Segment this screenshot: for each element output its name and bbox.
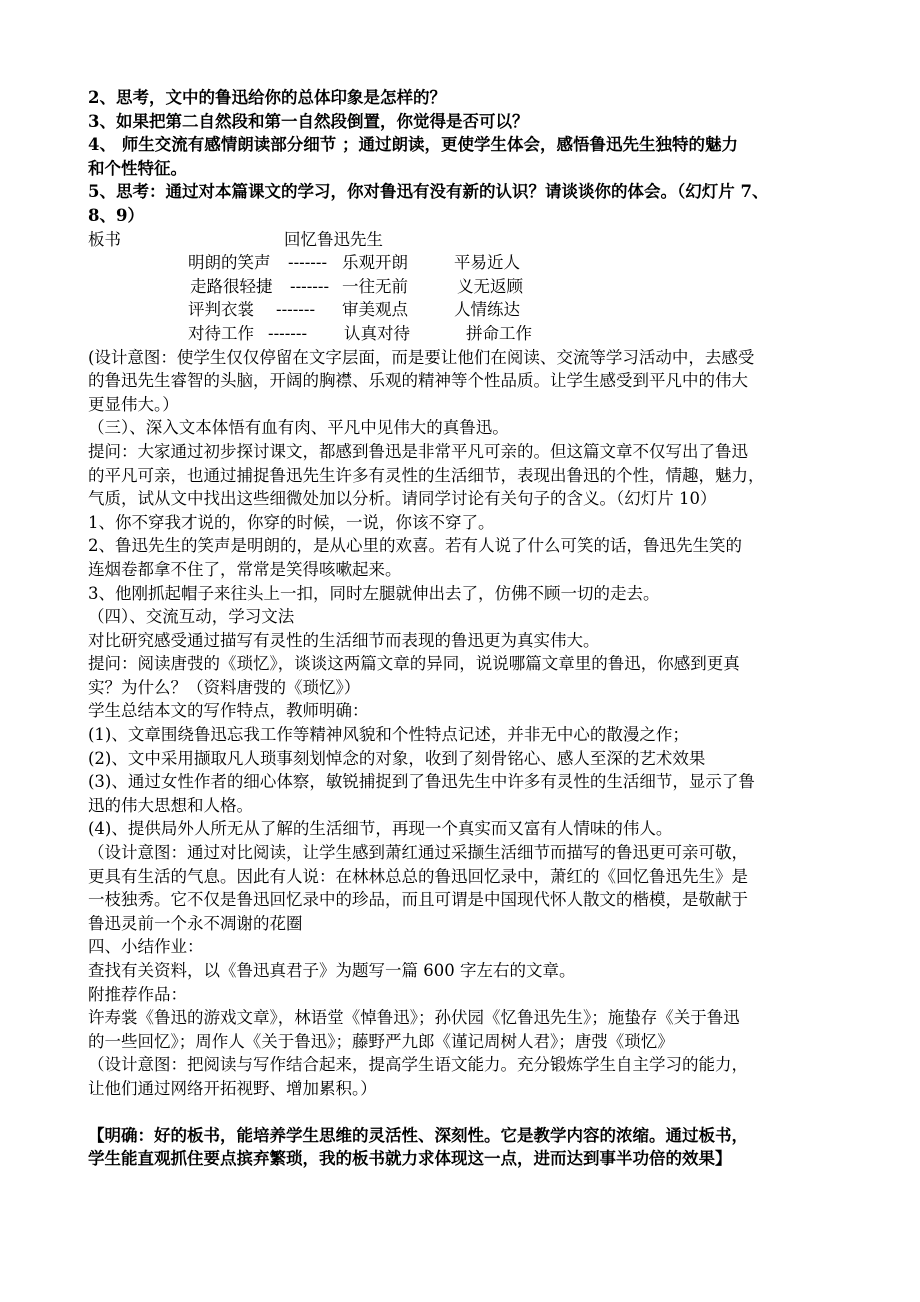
section-4-heading: （四）、交流互动，学习文法 — [88, 607, 295, 627]
section-3-heading: （三）、深入文本体悟有血有肉、平凡中见伟大的真鲁迅。 — [88, 418, 509, 438]
design-intent-1-line: (设计意图：使学生仅仅停留在文字层面，而是要让他们在阅读、交流等学习活动中，去感受 — [88, 347, 755, 367]
section-4-question-line: 实？为什么？（资料唐弢的《琐忆》） — [88, 677, 361, 697]
quote-item: 1、你不穿我才说的，你穿的时候，一说，你该不穿了。 — [88, 512, 495, 532]
blackboard-outline — [88, 228, 836, 346]
quote-item: 连烟卷都拿不住了，常常是笑得咳嗽起来。 — [88, 559, 402, 579]
homework-task: 查找有关资料，以《鲁迅真君子》为题写一篇 600 字左右的文章。 — [88, 961, 576, 980]
question-5-line-1: 5、思考：通过对本篇课文的学习，你对鲁迅有没有新的认识？请谈谈你的体会。（幻灯片 7、 — [88, 182, 769, 202]
question-3: 3、如果把第二自然段和第一自然段倒置，你觉得是否可以？ — [88, 111, 529, 131]
design-intent-3-line: 让他们通过网络开拓视野、增加累积。） — [88, 1078, 377, 1098]
section-4-summary: 学生总结本文的写作特点，教师明确： — [88, 701, 369, 721]
board-trait: 认真对待 — [344, 323, 410, 343]
recommended-works-line: 的一些回忆》；周作人《关于鲁迅》；藤野严九郎《谨记周树人君》；唐弢《琐忆》 — [88, 1031, 674, 1051]
board-dash: ------- — [276, 300, 316, 320]
design-intent-1-line: 更显伟大。） — [88, 394, 179, 414]
closing-note-line: 【明确：好的板书，能培养学生思维的灵活性、深刻性。它是教学内容的浓缩。通过板书， — [88, 1125, 748, 1145]
board-label: 板书 — [88, 229, 121, 249]
writing-point: (1)、文章围绕鲁迅忘我工作等精神风貌和个性特点记述，并非无中心的散漫之作； — [88, 725, 689, 745]
question-5-line-2: 8、9） — [88, 205, 144, 225]
quote-item: 3、他刚抓起帽子来往头上一扣，同时左腿就伸出去了，仿佛不顾一切的走去。 — [88, 583, 660, 603]
writing-point: (2)、文中采用撷取凡人琐事刻划悼念的对象，收到了刻骨铭心、感人至深的艺术效果 — [88, 748, 706, 768]
part-4-heading: 四、小结作业： — [88, 937, 204, 957]
design-intent-2-line: （设计意图：通过对比阅读，让学生感到萧红通过采撷生活细节而描写的鲁迅更可亲可敬， — [88, 843, 748, 863]
board-word: 拼命工作 — [466, 323, 532, 343]
board-dash: ------- — [268, 323, 308, 343]
board-trait: 一往无前 — [342, 276, 408, 296]
document-page — [88, 86, 836, 1171]
writing-point: 迅的伟大思想和人格。 — [88, 795, 253, 815]
board-detail: 走路很轻捷 — [190, 276, 273, 296]
design-intent-2-line: 鲁迅灵前一个永不凋谢的花圈 — [88, 913, 303, 933]
board-detail: 对待工作 — [188, 323, 254, 343]
section-3-question-line: 气质，试从文中找出这些细微处加以分析。请同学讨论有关句子的含义。（幻灯片 10） — [88, 489, 717, 509]
board-word: 人情练达 — [454, 300, 520, 320]
question-2: 2、思考，文中的鲁迅给你的总体印象是怎样的？ — [88, 88, 446, 107]
section-4-question-line: 提问：阅读唐弢的《琐忆》，谈谈这两篇文章的异同，说说哪篇文章里的鲁迅，你感到更真 — [88, 654, 740, 674]
board-detail: 评判衣裳 — [188, 300, 254, 320]
design-intent-3-line: （设计意图：把阅读与写作结合起来，提高学生语文能力。充分锻炼学生自主学习的能力， — [88, 1055, 748, 1075]
question-4-line-2: 和个性特征。 — [88, 158, 187, 178]
design-intent-1-line: 的鲁迅先生睿智的头脑，开阔的胸襟、乐观的精神等个性品质。让学生感受到平凡中的伟大 — [88, 371, 748, 391]
design-intent-2-line: 更具有生活的气息。因此有人说：在林林总总的鲁迅回忆录中，萧红的《回忆鲁迅先生》是 — [88, 866, 748, 886]
design-intent-2-line: 一枝独秀。它不仅是鲁迅回忆录中的珍品，而且可谓是中国现代怀人散文的楷模，是敬献于 — [88, 890, 748, 910]
closing-note-line: 学生能直观抓住要点摈弃繁琐，我的板书就力求体现这一点，进而达到事半功倍的效果】 — [88, 1149, 732, 1169]
board-title: 回忆鲁迅先生 — [284, 229, 383, 249]
board-word: 平易近人 — [454, 253, 520, 273]
question-4-line-1: 4、 师生交流有感情朗读部分细节 ；通过朗读，更使学生体会，感悟鲁迅先生独特的魅力 — [88, 135, 738, 155]
writing-point: (4)、提供局外人所无从了解的生活细节，再现一个真实而又富有人情味的伟人。 — [88, 819, 673, 839]
recommended-works-label: 附推荐作品： — [88, 984, 187, 1004]
board-trait: 乐观开朗 — [342, 253, 408, 273]
recommended-works-line: 许寿裳《鲁迅的游戏文章》，林语堂《悼鲁迅》；孙伏园《忆鲁迅先生》；施蛰存《关于鲁迅 — [88, 1008, 740, 1028]
board-detail: 明朗的笑声 — [188, 253, 271, 273]
section-3-question-line: 的平凡可亲，也通过捕捉鲁迅先生许多有灵性的生活细节，表现出鲁迅的个性，情趣，魅力， — [88, 465, 765, 485]
board-dash: ------- — [290, 276, 330, 296]
quote-item: 2、鲁迅先生的笑声是明朗的，是从心里的欢喜。若有人说了什么可笑的话，鲁迅先生笑的 — [88, 536, 742, 556]
section-3-question-line: 提问：大家通过初步探讨课文，都感到鲁迅是非常平凡可亲的。但这篇文章不仅写出了鲁迅 — [88, 441, 748, 461]
section-4-compare: 对比研究感受通过描写有灵性的生活细节而表现的鲁迅更为真实伟大。 — [88, 630, 600, 650]
board-word: 义无返顾 — [457, 276, 523, 296]
board-dash: ------- — [288, 253, 328, 273]
blank-line — [88, 1101, 836, 1124]
board-trait: 审美观点 — [342, 300, 408, 320]
writing-point: (3)、通过女性作者的细心体察，敏锐捕捉到了鲁迅先生中许多有灵性的生活细节，显示了鲁 — [88, 772, 755, 792]
